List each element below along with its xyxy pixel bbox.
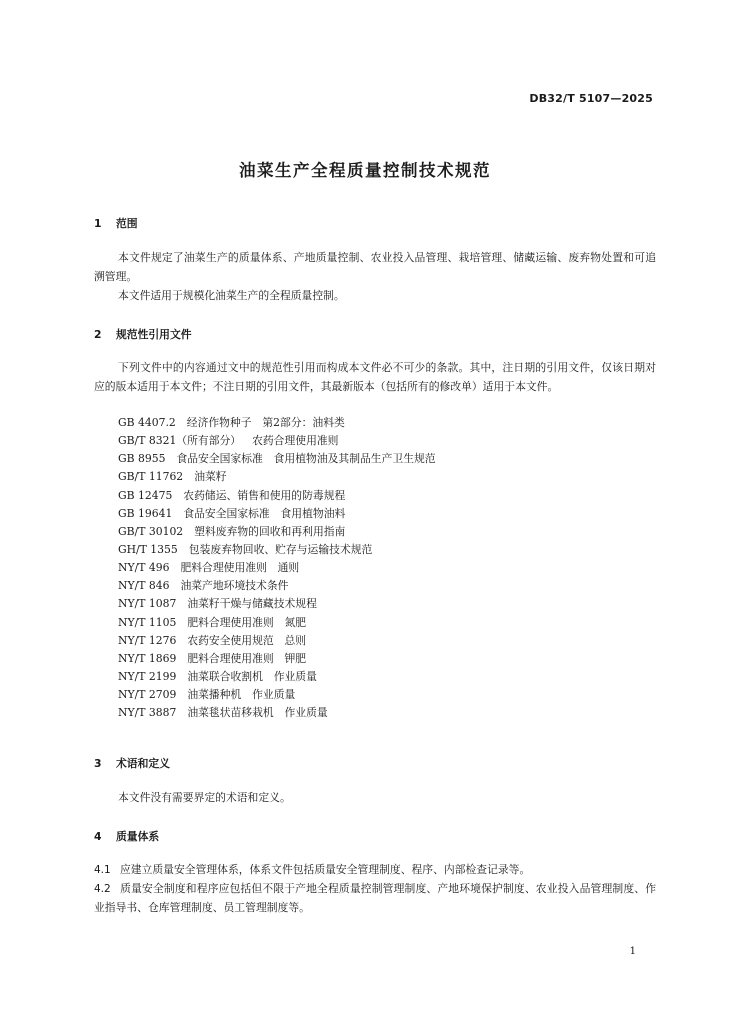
- reference-code: NY/T 2199: [118, 669, 177, 683]
- clause-text: 应建立质量安全管理体系，体系文件包括质量安全管理制度、程序、内部检查记录等。: [120, 863, 531, 876]
- reference-code: GB 12475: [118, 488, 173, 502]
- section-1-paragraph-2: 本文件适用于规模化油菜生产的全程质量控制。: [118, 289, 345, 302]
- reference-title: 塑料废弃物的回收和再利用指南: [194, 524, 346, 538]
- reference-item: [118, 595, 436, 613]
- reference-code: GH/T 1355: [118, 542, 178, 556]
- clause-text: 质量安全制度和程序应包括但不限于产地全程质量控制管理制度、产地环境保护制度、农业投入品管理制度、作业指导书、仓库管理制度、员工管理制度等。: [94, 882, 656, 914]
- reference-title: 肥料合理使用准则 通则: [180, 561, 300, 575]
- section-number: 3: [94, 757, 102, 770]
- section-number: 2: [94, 328, 102, 341]
- reference-title: 油菜播种机 作业质量: [187, 688, 296, 702]
- section-title: 质量体系: [116, 830, 160, 843]
- section-title: 范围: [116, 217, 138, 230]
- reference-title: 油菜籽干燥与储藏技术规程: [187, 597, 317, 611]
- reference-title: 食品安全国家标准 食用植物油及其制品生产卫生规范: [176, 452, 436, 466]
- section-title: 术语和定义: [116, 757, 170, 770]
- section-2-intro: 下列文件中的内容通过文中的规范性引用而构成本文件必不可少的条款。其中，注日期的引用文件，仅该日期对应的版本适用于本文件；不注日期的引用文件，其最新版本（包括所有的修改单）适用于本文件。: [94, 361, 656, 393]
- reference-title: 包装废弃物回收、贮存与运输技术规范: [188, 542, 373, 556]
- reference-item: [118, 414, 436, 432]
- reference-item: [118, 541, 436, 559]
- reference-title: 油菜产地环境技术条件: [180, 579, 289, 593]
- section-3-paragraph: 本文件没有需要界定的术语和定义。: [118, 791, 291, 804]
- reference-code: GB 8955: [118, 452, 166, 466]
- reference-item: [118, 614, 436, 632]
- reference-title: 经济作物种子 第2部分：油料类: [186, 416, 345, 429]
- reference-item: [118, 523, 436, 541]
- reference-title: 农药安全使用规范 总则: [187, 633, 307, 647]
- reference-item: [118, 468, 436, 486]
- standard-code: DB32/T 5107—2025: [529, 92, 653, 105]
- clause-4-2: [94, 880, 656, 917]
- reference-code: NY/T 2709: [118, 688, 177, 702]
- reference-item: [118, 450, 436, 468]
- reference-item: [118, 668, 436, 686]
- reference-title: 农药储运、销售和使用的防毒规程: [183, 488, 346, 502]
- reference-code: NY/T 496: [118, 561, 170, 575]
- reference-item: [118, 577, 436, 595]
- reference-title: 肥料合理使用准则 氮肥: [187, 615, 307, 629]
- reference-code: GB/T 30102: [118, 524, 184, 538]
- section-3-heading: [94, 756, 170, 771]
- clause-number: 4.1: [94, 864, 111, 876]
- section-2-heading: [94, 327, 192, 342]
- reference-code: NY/T 3887: [118, 706, 177, 720]
- reference-item: [118, 704, 436, 722]
- reference-title: 油菜毯状苗移栽机 作业质量: [187, 706, 328, 720]
- section-title: 规范性引用文件: [116, 328, 192, 341]
- reference-item: [118, 432, 436, 450]
- reference-item: [118, 650, 436, 668]
- reference-title: 食品安全国家标准 食用植物油料: [183, 506, 346, 520]
- clause-number: 4.2: [94, 883, 111, 895]
- reference-item: [118, 686, 436, 704]
- page-number: 1: [629, 946, 636, 957]
- section-1-heading: [94, 216, 138, 231]
- reference-code: GB 4407.2: [118, 416, 176, 429]
- reference-code: NY/T 1087: [118, 597, 177, 611]
- section-number: 1: [94, 217, 102, 230]
- reference-code: GB 19641: [118, 506, 173, 520]
- reference-item: [118, 559, 436, 577]
- document-title: 油菜生产全程质量控制技术规范: [239, 161, 491, 180]
- section-1-paragraph-1: 本文件规定了油菜生产的质量体系、产地质量控制、农业投入品管理、栽培管理、储藏运输、废弃物处置和可追溯管理。: [94, 251, 656, 283]
- clause-4-1: [94, 861, 656, 880]
- reference-list: [118, 414, 436, 722]
- reference-title: 油菜籽: [194, 470, 227, 484]
- reference-code: NY/T 846: [118, 579, 170, 593]
- reference-item: [118, 505, 436, 523]
- reference-title: 油菜联合收割机 作业质量: [187, 669, 317, 683]
- reference-code: GB/T 11762: [118, 470, 184, 484]
- reference-title: 肥料合理使用准则 钾肥: [187, 651, 307, 665]
- reference-code: NY/T 1276: [118, 633, 177, 647]
- reference-title: 农药合理使用准则: [252, 434, 339, 448]
- section-4-heading: [94, 829, 159, 844]
- reference-code: NY/T 1869: [118, 651, 177, 665]
- reference-code: GB/T 8321（所有部分）: [118, 434, 242, 448]
- reference-item: [118, 632, 436, 650]
- reference-code: NY/T 1105: [118, 615, 177, 629]
- section-number: 4: [94, 830, 102, 843]
- reference-item: [118, 487, 436, 505]
